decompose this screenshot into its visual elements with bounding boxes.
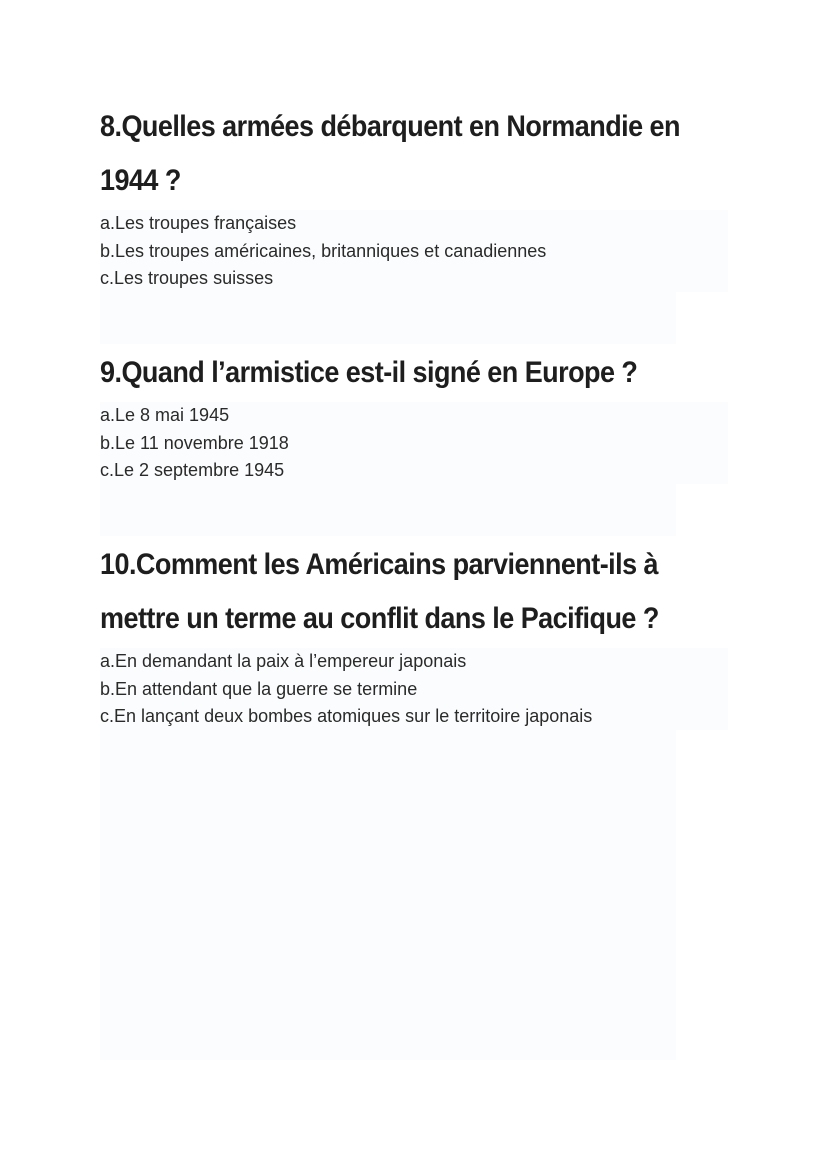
answer-area [100,484,676,536]
question-10 [100,538,740,731]
question-9 [100,346,740,485]
option-b: b.En attendant que la guerre se termine [100,678,418,699]
option-c: c.Les troupes suisses [100,268,274,288]
question-title: 10.Comment les Américains parviennent-ils à mettre un terme au conflit dans le Pacifique ? [100,548,659,635]
option-b: b.Le 11 novembre 1918 [100,432,289,453]
answer-area [100,730,676,1060]
option-a: a.Les troupes françaises [100,213,297,233]
answer-area [100,292,676,344]
option-c: c.Le 2 septembre 1945 [100,460,285,480]
options-list [100,210,740,293]
question-title: 8.Quelles armées débarquent en Normandie en 1944 ? [100,110,680,197]
question-title: 9.Quand l’armistice est-il signé en Europe ? [100,356,638,389]
options-list [100,648,740,731]
options-list [100,402,740,485]
option-c: c.En lançant deux bombes atomiques sur le territoire japonais [100,706,593,726]
option-b: b.Les troupes américaines, britanniques et canadiennes [100,240,547,261]
question-8 [100,100,740,293]
option-a: a.En demandant la paix à l’empereur japonais [100,651,467,671]
option-a: a.Le 8 mai 1945 [100,405,230,425]
